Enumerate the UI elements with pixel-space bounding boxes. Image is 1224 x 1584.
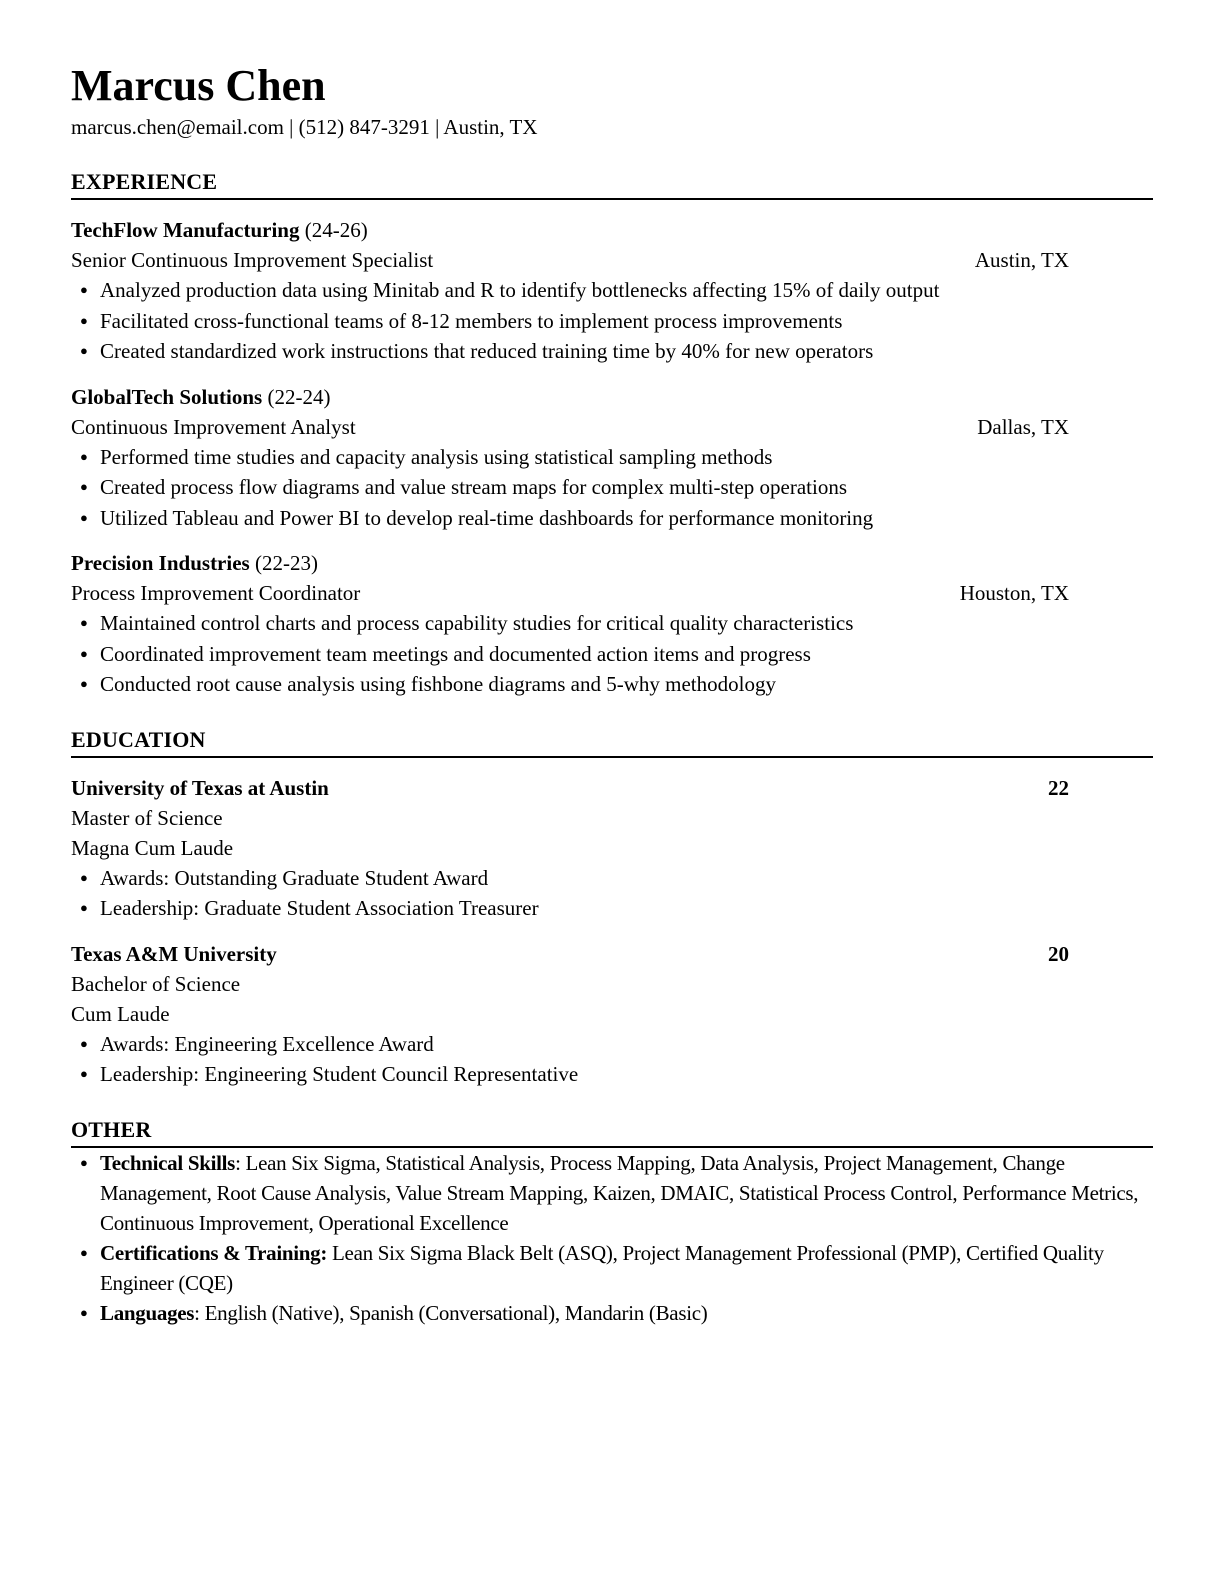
education-entry-texas-am [71, 939, 1153, 1090]
graduation-year: 22 [1048, 775, 1069, 800]
bullet-item: ● Awards: Engineering Excellence Award [71, 1029, 1153, 1060]
other-item-label: Technical Skills [100, 1150, 236, 1175]
candidate-name: Marcus Chen [71, 61, 326, 110]
other-item-text: Lean Six Sigma Black Belt (ASQ), Project Management Professional (PMP), Certified Quality Engineer (CQE) [100, 1240, 1104, 1295]
section-experience [71, 169, 1153, 700]
title-line [71, 578, 1153, 608]
other-item-text: : Lean Six Sigma, Statistical Analysis, Process Mapping, Data Analysis, Project Management, Change Management, Root Cause Analysis, Value Stream Mapping, Kaizen, DMAIC, Statistical Process Control, Performance Metrics, Continuous Improvement, Operational Excellence [100, 1150, 1139, 1235]
job-location: Houston, TX [959, 581, 1069, 605]
other-item-certifications [71, 1238, 1153, 1298]
section-other [71, 1117, 1153, 1328]
school-name: Texas A&M University [71, 941, 277, 966]
company-dates: (22-24) [267, 384, 331, 409]
experience-heading: EXPERIENCE [71, 169, 1153, 200]
entry-bullet-list [71, 608, 1153, 700]
bullet-item: ● Analyzed production data using Minitab and R to identify bottlenecks affecting 15% of daily output [71, 275, 1153, 306]
company-dates: (24-26) [304, 218, 368, 242]
company-line [71, 215, 1153, 245]
education-heading: EDUCATION [71, 727, 1153, 758]
bullet-item: ● Conducted root cause analysis using fishbone diagrams and 5-why methodology [71, 669, 1153, 700]
title-line [71, 245, 1153, 275]
experience-entry-techflow [71, 215, 1153, 367]
honors: Magna Cum Laude [71, 835, 234, 860]
other-heading: OTHER [71, 1117, 1153, 1148]
other-item-languages [71, 1298, 1153, 1328]
company-dates: (22-23) [254, 551, 318, 575]
degree: Bachelor of Science [71, 971, 241, 996]
job-title: Continuous Improvement Analyst [71, 414, 356, 439]
bullet-item: ● Leadership: Engineering Student Council Representative [71, 1059, 1153, 1090]
company-name: GlobalTech Solutions [71, 384, 263, 409]
bullet-item: ● Maintained control charts and process capability studies for critical quality characteristics [71, 608, 1153, 639]
graduation-year: 20 [1048, 941, 1069, 966]
company-name: Precision Industries [71, 551, 250, 575]
school-line [71, 939, 1153, 969]
honors: Cum Laude [71, 1001, 170, 1026]
other-item-text: : English (Native), Spanish (Conversational), Mandarin (Basic) [194, 1300, 708, 1325]
bullet-item: ● Facilitated cross-functional teams of 8-12 members to implement process improvements [71, 306, 1153, 337]
entry-bullet-list [71, 275, 1153, 367]
bullet-item: ● Awards: Outstanding Graduate Student Award [71, 863, 1153, 894]
job-title: Process Improvement Coordinator [71, 581, 361, 605]
other-item-label: Certifications & Training: [100, 1240, 328, 1265]
other-item-technical-skills [71, 1148, 1153, 1238]
bullet-item: ● Created process flow diagrams and value stream maps for complex multi-step operations [71, 472, 1153, 503]
entry-bullet-list [71, 442, 1153, 534]
company-name: TechFlow Manufacturing [71, 218, 300, 242]
school-name: University of Texas at Austin [71, 775, 329, 800]
bullet-item: ● Created standardized work instructions that reduced training time by 40% for new operators [71, 336, 1153, 367]
other-bullet-list [71, 1148, 1153, 1328]
education-entry-ut-austin [71, 773, 1153, 924]
entry-bullet-list [71, 1029, 1153, 1090]
school-line [71, 773, 1153, 803]
company-line [71, 548, 1153, 578]
resume-header [71, 62, 1153, 142]
job-location: Austin, TX [974, 248, 1069, 272]
degree: Master of Science [71, 805, 223, 830]
bullet-item: ● Coordinated improvement team meetings and documented action items and progress [71, 639, 1153, 670]
section-education [71, 727, 1153, 1090]
job-title: Senior Continuous Improvement Specialist [71, 248, 434, 272]
entry-bullet-list [71, 863, 1153, 924]
other-item-label: Languages [100, 1300, 195, 1325]
bullet-item: ● Performed time studies and capacity analysis using statistical sampling methods [71, 442, 1153, 473]
experience-entry-precision [71, 548, 1153, 700]
bullet-item: ● Leadership: Graduate Student Association Treasurer [71, 893, 1153, 924]
title-line [71, 412, 1153, 442]
contact-line: marcus.chen@email.com | (512) 847-3291 | Austin, TX [71, 115, 538, 139]
company-line [71, 382, 1153, 412]
experience-entry-globaltech [71, 382, 1153, 534]
bullet-item: ● Utilized Tableau and Power BI to develop real-time dashboards for performance monitoring [71, 503, 1153, 534]
job-location: Dallas, TX [977, 414, 1069, 439]
